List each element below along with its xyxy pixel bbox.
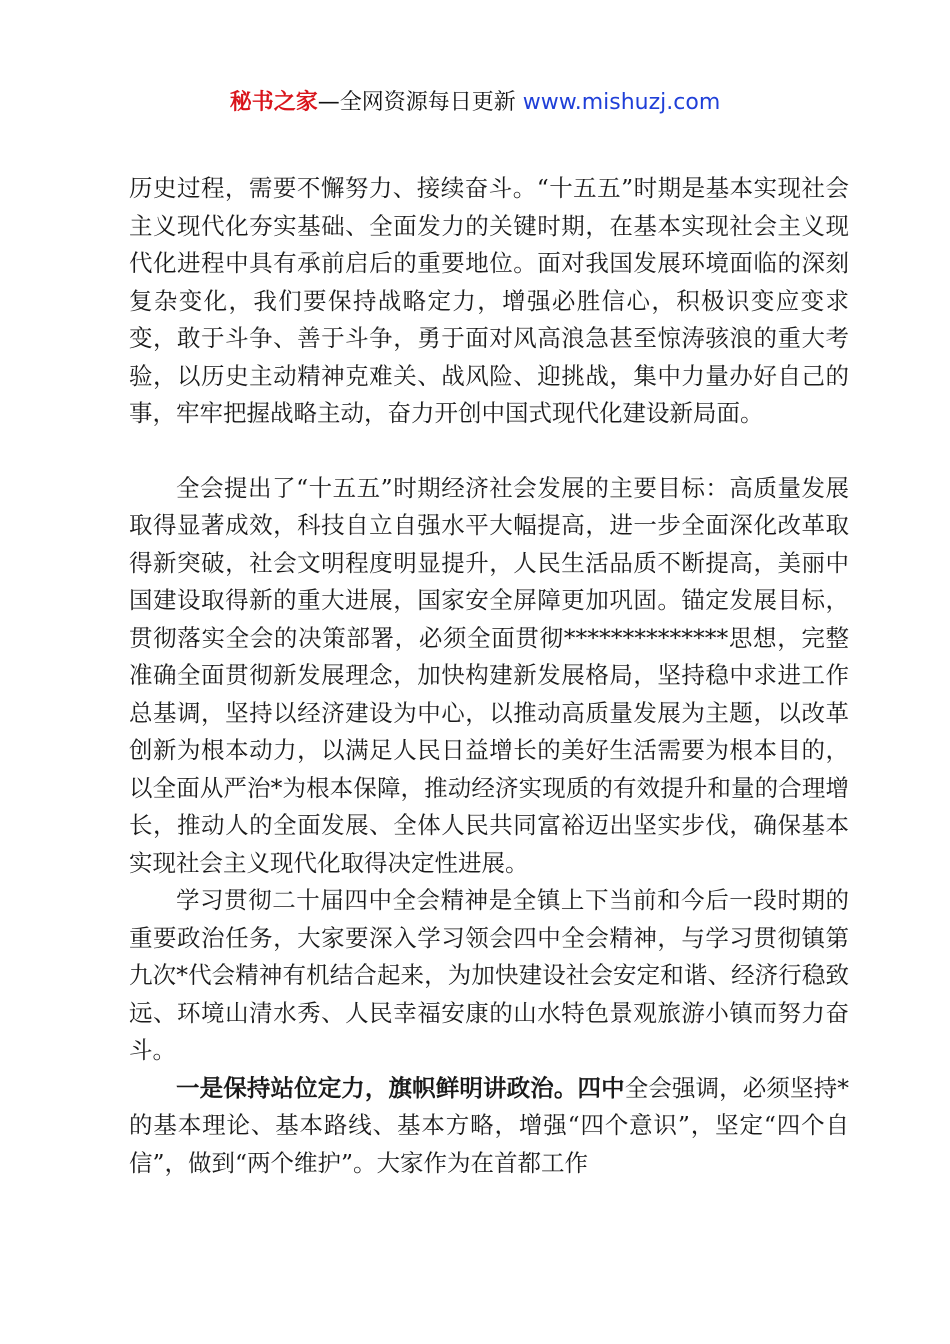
paragraph-1: 历史过程，需要不懈努力、接续奋斗。“十五五”时期是基本实现社会主义现代化夯实基础、全面发力的关键时期，在基本实现社会主义现代化进程中具有承前启后的重要地位。面对我国发展环境面临的深刻复杂变化，我们要保持战略定力，增强必胜信心，积极识变应变求变，敢于斗争、善于斗争，勇于面对风高浪急甚至惊涛骇浪的重大考验，以历史主动精神克难关、战风险、迎挑战，集中力量办好自己的事，牢牢把握战略主动，奋力开创中国式现代化建设新局面。 (129, 174, 849, 427)
header-website: www.mishuzj.com (515, 90, 721, 115)
header-brand: 秘书之家 (229, 90, 318, 115)
paragraph-4-text: 全会强调，必须坚持*的基本理论、基本路线、基本方略，增强“四个意识”，坚定“四个自信”，做到“两个维护”。大家作为在首都工作 (129, 1073, 850, 1177)
document-body (129, 170, 849, 1182)
header-tagline: —全网资源每日更新 (317, 90, 516, 115)
paragraph-3: 学习贯彻二十届四中全会精神是全镇上下当前和今后一段时期的重要政治任务，大家要深入学习领会四中全会精神，与学习贯彻镇第九次*代会精神有机结合起来，为加快建设社会安定和谐、经济行稳致远、环境山清水秀、人民幸福安康的山水特色景观旅游小镇而努力奋斗。 (129, 886, 849, 1064)
document-header (0, 88, 950, 118)
paragraph-gap (129, 433, 849, 470)
paragraph-2: 全会提出了“十五五”时期经济社会发展的主要目标：高质量发展取得显著成效，科技自立自强水平大幅提高，进一步全面深化改革取得新突破，社会文明程度明显提升，人民生活品质不断提高，美丽中国建设取得新的重大进展，国家安全屏障更加巩固。锚定发展目标，贯彻落实全会的决策部署，必须全面贯彻**************思想，完整准确全面贯彻新发展理念，加快构建新发展格局，坚持稳中求进工作总基调，坚持以经济建设为中心，以推动高质量发展为主题，以改革创新为根本动力，以满足人民日益增长的美好生活需要为根本目的，以全面从严治*为根本保障，推动经济实现质的有效提升和量的合理增长，推动人的全面发展、全体人民共同富裕迈出坚实步伐，确保基本实现社会主义现代化取得决定性进展。 (129, 473, 849, 877)
paragraph-4 (129, 1070, 849, 1183)
paragraph-4-heading: 一是保持站位定力，旗帜鲜明讲政治。四中 (176, 1073, 625, 1102)
